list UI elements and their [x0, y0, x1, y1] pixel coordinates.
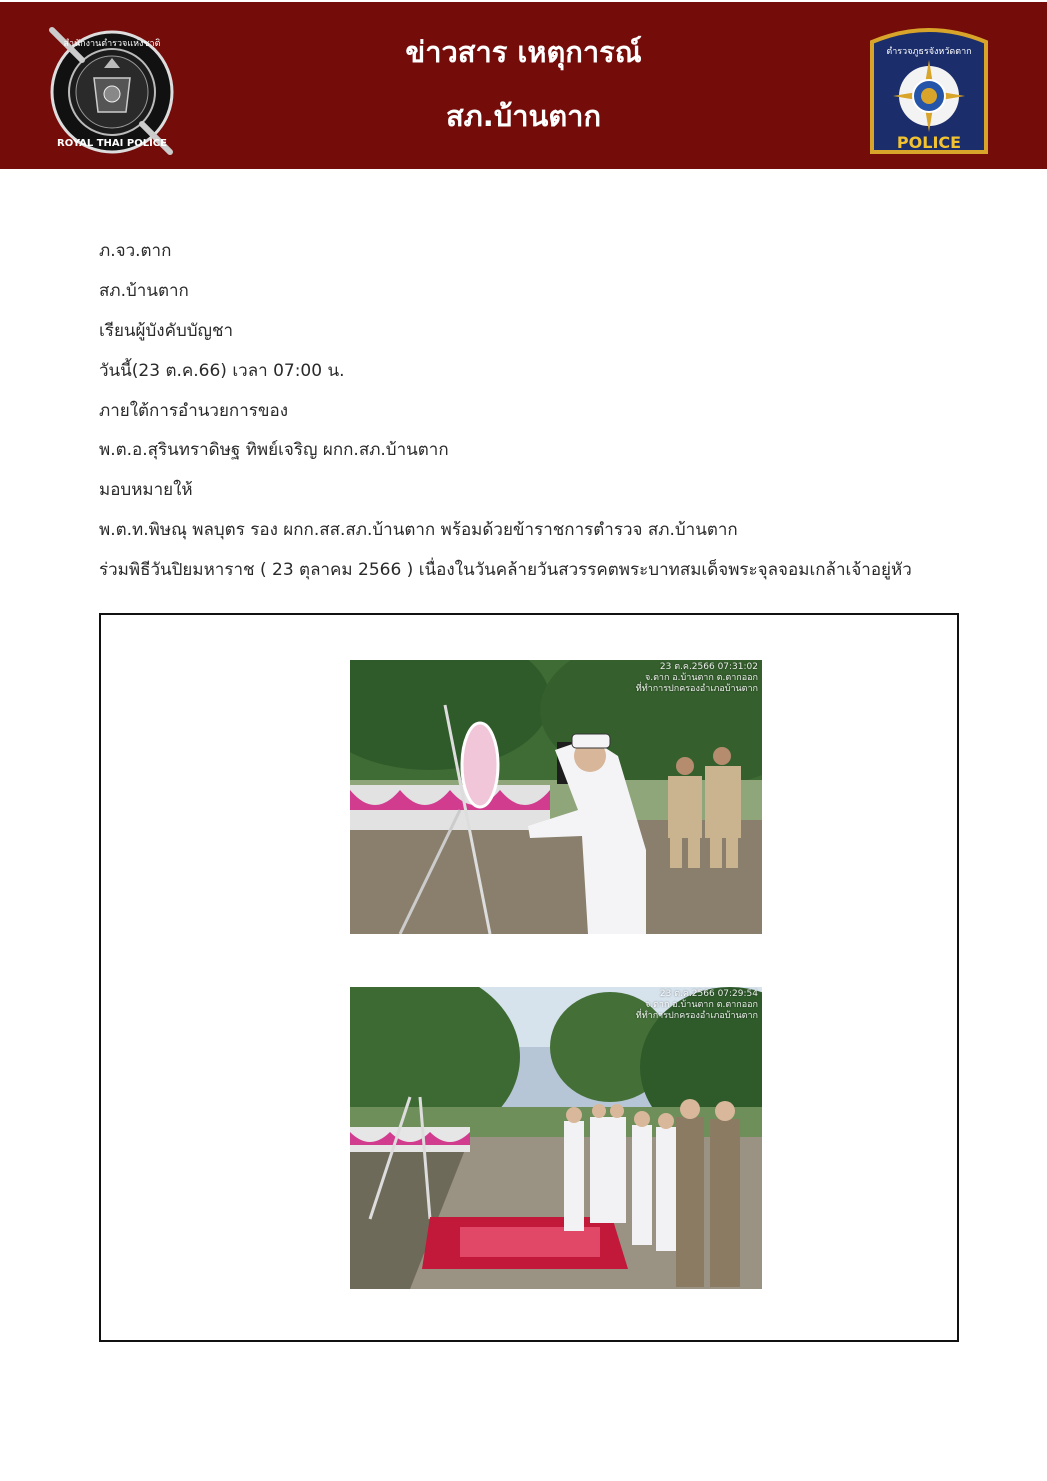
- photo-timestamp: [636, 989, 758, 1022]
- report-line-assigned: มอบหมายให้: [99, 480, 193, 501]
- right-logo-police-label: POLICE: [896, 133, 962, 152]
- report-line-station: สภ.บ้านตาก: [99, 280, 189, 301]
- ceremony-photo-wreath: [350, 660, 762, 934]
- photo-frame: [99, 613, 959, 1342]
- station-name: สภ.บ้านตาก: [445, 99, 602, 133]
- right-logo-ring-text: ตำรวจภูธรจังหวัดตาก: [886, 47, 972, 57]
- timestamp-line: จ.ตาก อ.บ้านตาก ต.ตากออก: [644, 1000, 758, 1010]
- timestamp-line: ที่ทำการปกครองอำเภอบ้านตาก: [635, 1011, 758, 1021]
- report-line-commander: พ.ต.อ.สุรินทราดิษฐ ทิพย์เจริญ ผกก.สภ.บ้านตาก: [99, 440, 449, 461]
- royal-thai-police-logo: [42, 20, 182, 162]
- report-line-salutation: เรียนผู้บังคับบัญชา: [99, 320, 234, 341]
- ceremony-photo-officers: [350, 987, 762, 1289]
- header-title: ข่าวสาร เหตุการณ์: [405, 35, 642, 69]
- report-line-ceremony: ร่วมพิธีวันปิยมหาราช ( 23 ตุลาคม 2566 ) เนื่องในวันคล้ายวันสวรรคตพระบาทสมเด็จพระจุลจอมเกล้าเจ้าอยู่หัว: [99, 560, 912, 581]
- page-header: [0, 2, 1047, 169]
- photo-timestamp: [636, 662, 758, 695]
- timestamp-line: 23 ต.ค.2566 07:29:54: [659, 989, 758, 999]
- report-line-region: ภ.จว.ตาก: [99, 241, 172, 261]
- left-logo-ring-text-bottom: ROYAL THAI POLICE: [57, 138, 167, 149]
- timestamp-line: ที่ทำการปกครองอำเภอบ้านตาก: [635, 684, 758, 694]
- report-line-officers: พ.ต.ท.พิษณุ พลบุตร รอง ผกก.สส.สภ.บ้านตาก พร้อมด้วยข้าราชการตำรวจ สภ.บ้านตาก: [99, 520, 738, 541]
- timestamp-line: 23 ต.ค.2566 07:31:02: [659, 662, 758, 672]
- report-line-date-time: วันนี้(23 ต.ค.66) เวลา 07:00 น.: [99, 360, 345, 381]
- report-line-supervision: ภายใต้การอำนวยการของ: [99, 400, 289, 421]
- provincial-police-badge: [862, 24, 996, 158]
- left-logo-ring-text-top: สำนักงานตำรวจแห่งชาติ: [63, 39, 161, 49]
- report-body: [99, 231, 999, 590]
- timestamp-line: จ.ตาก อ.บ้านตาก ต.ตากออก: [644, 673, 758, 683]
